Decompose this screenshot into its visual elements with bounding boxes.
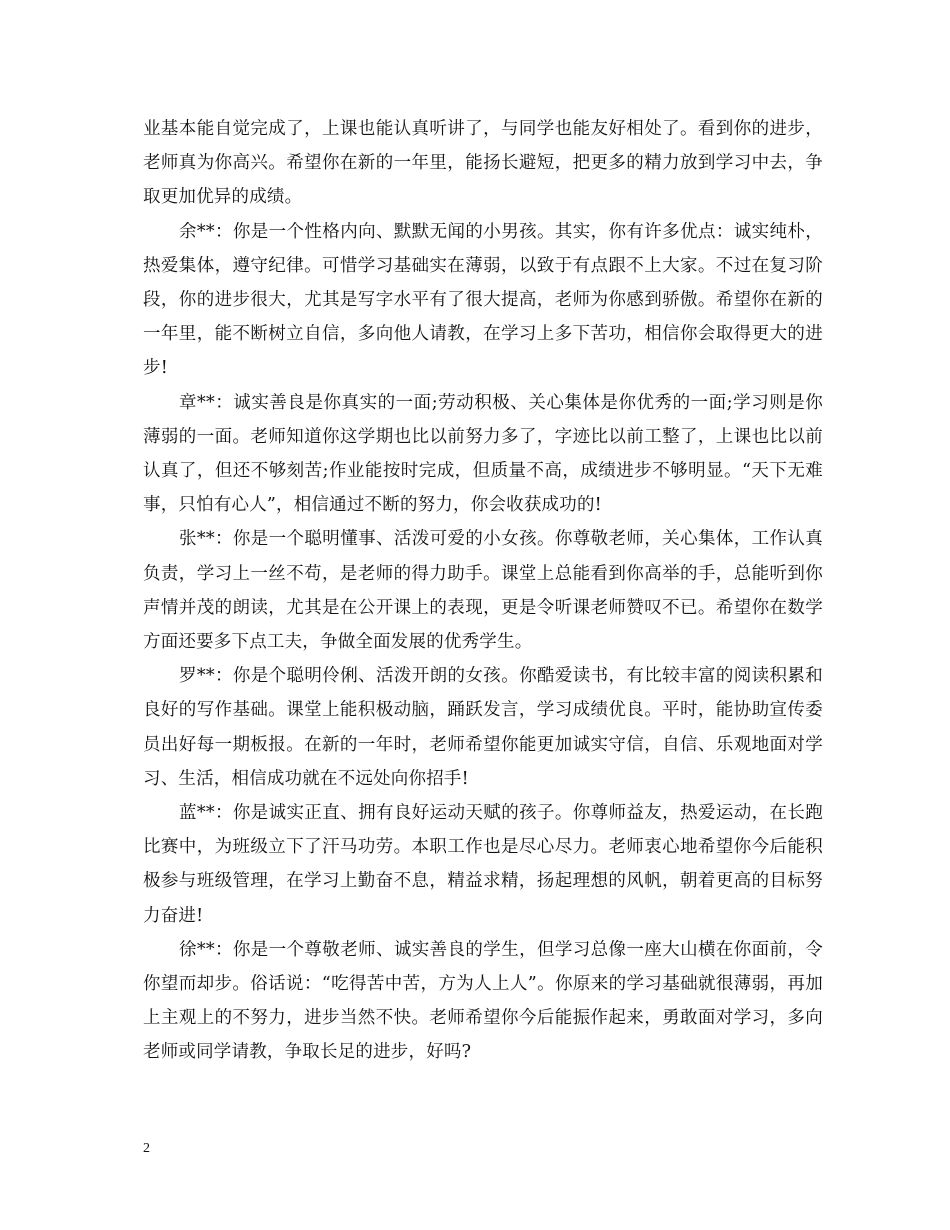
paragraph-comment-zhang-a: 章**：诚实善良是你真实的一面;劳动积极、关心集体是你优秀的一面;学习则是你薄弱的一面。老师知道你这学期也比以前努力多了，字迹比以前工整了，上课也比以前认真了，但还不够刻苦;作业能按时完成，但质量不高，成绩进步不够明显。“天下无难事，只怕有心人”，相信通过不断的努力，你会收获成功的! [143, 392, 823, 516]
document-body [143, 112, 823, 1070]
paragraph-comment-lan: 蓝**：你是诚实正直、拥有良好运动天赋的孩子。你尊师益友，热爱运动，在长跑比赛中，为班级立下了汗马功劳。本职工作也是尽心尽力。老师衷心地希望你今后能积极参与班级管理，在学习上勤奋不息，精益求精，扬起理想的风帆，朝着更高的目标努力奋进! [143, 803, 823, 926]
paragraph-comment-luo: 罗**：你是个聪明伶俐、活泼开朗的女孩。你酷爱读书，有比较丰富的阅读积累和良好的写作基础。课堂上能积极动脑，踊跃发言，学习成绩优良。平时，能协助宣传委员出好每一期板报。在新的一年时，老师希望你能更加诚实守信，自信、乐观地面对学习、生活，相信成功就在不远处向你招手! [143, 666, 823, 789]
page-number: 2 [143, 1141, 150, 1156]
paragraph-comment-zhang-b: 张**：你是一个聪明懂事、活泼可爱的小女孩。你尊敬老师，关心集体，工作认真负责，学习上一丝不苟，是老师的得力助手。课堂上总能看到你高举的手，总能听到你声情并茂的朗读，尤其是在公开课上的表现，更是令听课老师赞叹不已。希望你在数学方面还要多下点工夫，争做全面发展的优秀学生。 [143, 529, 823, 653]
paragraph-comment-xu: 徐**：你是一个尊敬老师、诚实善良的学生，但学习总像一座大山横在你面前，令你望而却步。俗话说：“吃得苦中苦，方为人上人”。你原来的学习基础就很薄弱，再加上主观上的不努力，进步当然不快。老师希望你今后能振作起来，勇敢面对学习，多向老师或同学请教，争取长足的进步，好吗? [143, 939, 823, 1063]
paragraph-comment-yu: 余**：你是一个性格内向、默默无闻的小男孩。其实，你有许多优点：诚实纯朴，热爱集体，遵守纪律。可惜学习基础实在薄弱，以致于有点跟不上大家。不过在复习阶段，你的进步很大，尤其是写字水平有了很大提高，老师为你感到骄傲。希望你在新的一年里，能不断树立自信，多向他人请教，在学习上多下苦功，相信你会取得更大的进步! [143, 221, 823, 379]
paragraph-continuation: 业基本能自觉完成了，上课也能认真听讲了，与同学也能友好相处了。看到你的进步，老师真为你高兴。希望你在新的一年里，能扬长避短，把更多的精力放到学习中去，争取更加优异的成绩。 [143, 119, 823, 208]
